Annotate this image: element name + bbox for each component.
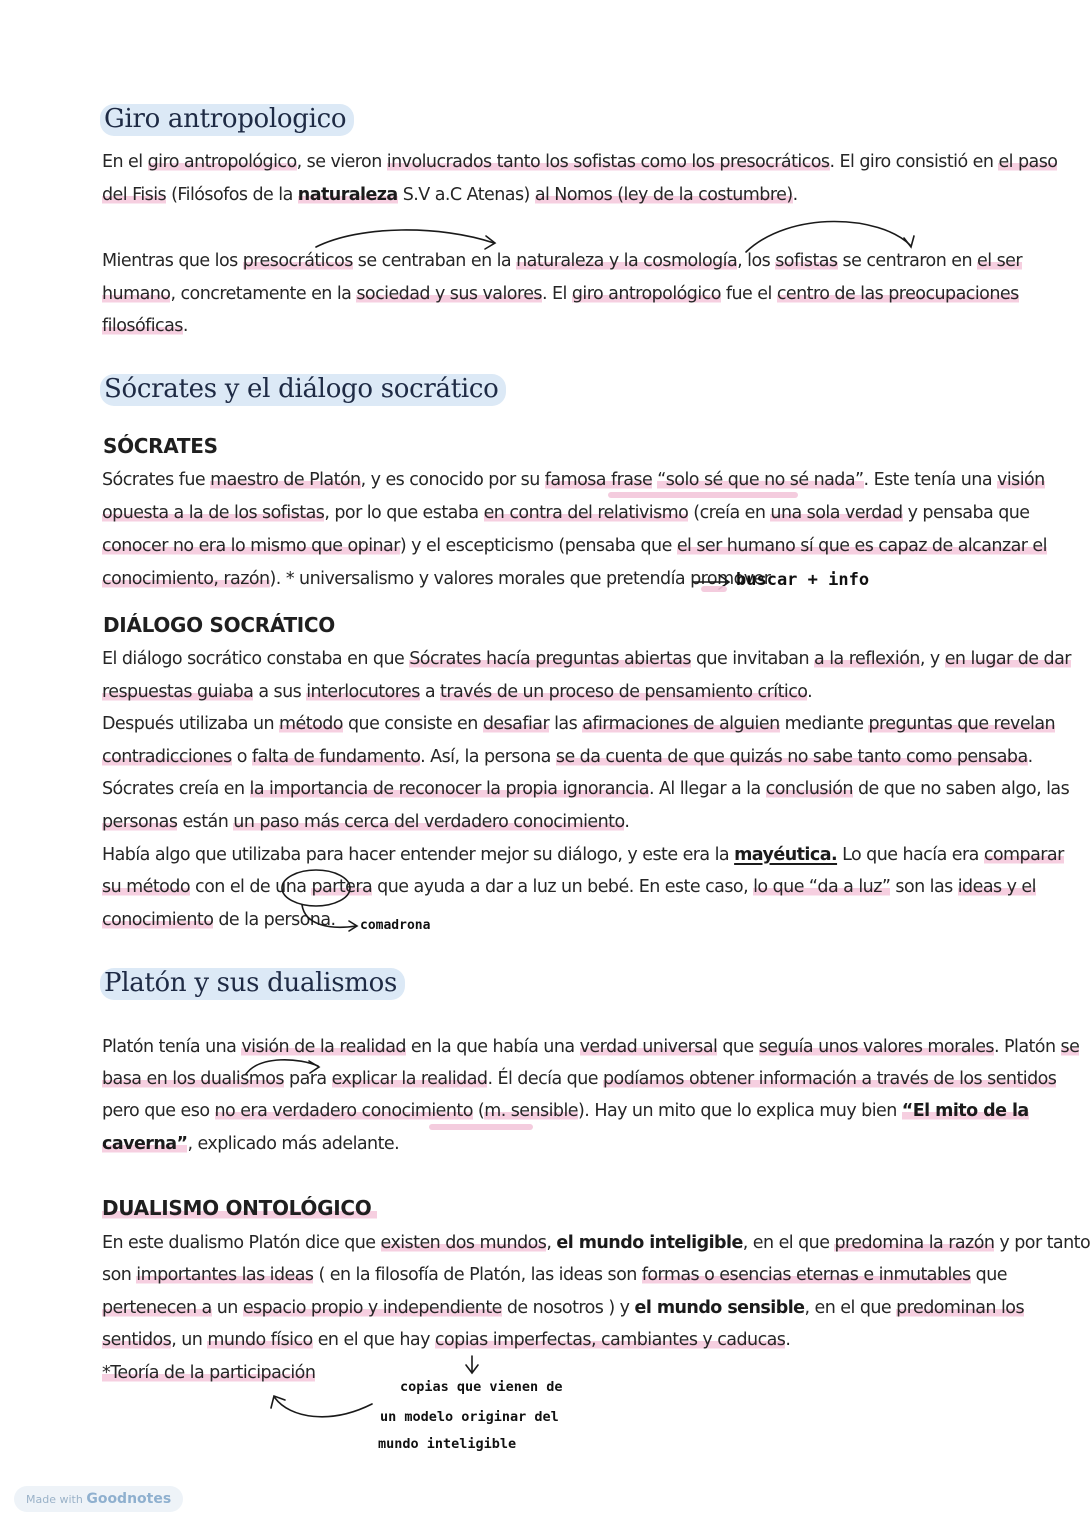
paragraph-line: contradicciones o falta de fundamento. Así, la persona se da cuenta de que quizás no sabe tanto como pensaba.: [102, 747, 1033, 767]
paragraph-line: del Fisis (Filósofos de la naturaleza S.V a.C Atenas) al Nomos (ley de la costumbre).: [102, 185, 798, 205]
arrow-teoria-head-icon: [271, 1396, 285, 1408]
section-title-giro: Giro antropologico: [100, 104, 354, 136]
arrow-teoria-icon: [275, 1398, 372, 1417]
badge-prefix: Made with: [26, 1493, 83, 1506]
arrow-copias-down-head-icon: [466, 1365, 478, 1373]
paragraph-line: Después utilizaba un método que consiste en desafiar las afirmaciones de alguien mediante preguntas que revelan: [102, 714, 1056, 734]
handwritten-note-copias-3: mundo inteligible: [378, 1436, 517, 1452]
subheading-dialogo: DIÁLOGO SOCRÁTICO: [103, 613, 336, 637]
paragraph-line: basa en los dualismos para explicar la realidad. Él decía que podíamos obtener información a través de los sentidos: [102, 1069, 1057, 1089]
paragraph-line: opuesta a la de los sofistas, por lo que estaba en contra del relativismo (creía en una sola verdad y pensaba que: [102, 503, 1030, 523]
paragraph-line: filosóficas.: [102, 316, 188, 336]
handwritten-note-copias-2: un modelo originar del: [380, 1409, 559, 1425]
arrow-presocraticos-head-icon: [485, 236, 495, 249]
paragraph-line: Mientras que los presocráticos se centraban en la naturaleza y la cosmología, los sofistas se centraron en el ser: [102, 251, 1023, 271]
paragraph-line: personas están un paso más cerca del verdadero conocimiento.: [102, 812, 630, 832]
paragraph-line: Sócrates creía en la importancia de reconocer la propia ignorancia. Al llegar a la conclusión de que no saben algo, las: [102, 779, 1070, 799]
subheading-socrates: SÓCRATES: [103, 434, 218, 458]
handwritten-note-comadrona: comadrona: [360, 918, 431, 933]
paragraph-line: su método con el de una partera que ayuda a dar a luz un bebé. En este caso, lo que “da a luz” son las ideas y el: [102, 877, 1036, 897]
arrow-comadrona-head-icon: [349, 921, 357, 931]
paragraph-line: conocimiento de la persona.: [102, 910, 336, 930]
subheading-dualismo-ontologico: DUALISMO ONTOLÓGICO: [102, 1196, 377, 1220]
paragraph-line: son importantes las ideas ( en la filosofía de Platón, las ideas son formas o esencias eternas e inmutables que: [102, 1265, 1007, 1285]
arrow-sofistas-icon: [746, 221, 910, 252]
paragraph-line: humano, concretamente en la sociedad y sus valores. El giro antropológico fue el centro de las preocupaciones: [102, 284, 1019, 304]
paragraph-line: pero que eso no era verdadero conocimiento (m. sensible). Hay un mito que lo explica muy bien “El mito de la: [102, 1101, 1029, 1121]
paragraph-line: conocer no era lo mismo que opinar) y el escepticismo (pensaba que el ser humano sí que es capaz de alcanzar el: [102, 536, 1047, 556]
handwritten-note-buscar: buscar + info: [736, 570, 870, 590]
made-with-goodnotes-badge: [14, 1486, 183, 1512]
paragraph-line: El diálogo socrático constaba en que Sócrates hacía preguntas abiertas que invitaban a la reflexión, y en lugar de dar: [102, 649, 1071, 669]
arrow-sofistas-head-icon: [904, 236, 914, 247]
paragraph-line: caverna”, explicado más adelante.: [102, 1134, 400, 1154]
paragraph-line: sentidos, un mundo físico en el que hay copias imperfectas, cambiantes y caducas.: [102, 1330, 791, 1350]
paragraph-line: conocimiento, razón). * universalismo y valores morales que pretendía promover: [102, 569, 771, 589]
section-title-socrates: Sócrates y el diálogo socrático: [100, 374, 506, 406]
paragraph-line: En el giro antropológico, se vieron involucrados tanto los sofistas como los presocráticos. El giro consistió en el paso: [102, 152, 1058, 172]
arrow-presocraticos-icon: [316, 230, 494, 247]
handwritten-note-copias-1: copias que vienen de: [400, 1379, 563, 1395]
paragraph-line: Platón tenía una visión de la realidad en la que había una verdad universal que seguía unos valores morales. Platón se: [102, 1037, 1080, 1057]
paragraph-line: *Teoría de la participación: [102, 1363, 316, 1383]
paragraph-line: respuestas guiaba a sus interlocutores a través de un proceso de pensamiento crítico.: [102, 682, 813, 702]
paragraph-line: En este dualismo Platón dice que existen dos mundos, el mundo inteligible, en el que predomina la razón y por tanto: [102, 1233, 1090, 1253]
badge-brand: Goodnotes: [86, 1491, 172, 1507]
paragraph-line: Sócrates fue maestro de Platón, y es conocido por su famosa frase “solo sé que no sé nada”. Este tenía una visión: [102, 470, 1045, 490]
paragraph-line: pertenecen a un espacio propio y independiente de nosotros ) y el mundo sensible, en el que predominan los: [102, 1298, 1025, 1318]
section-title-platon: Platón y sus dualismos: [100, 968, 405, 1000]
paragraph-line: Había algo que utilizaba para hacer entender mejor su diálogo, y este era la mayéutica. Lo que hacía era comparar: [102, 845, 1064, 865]
